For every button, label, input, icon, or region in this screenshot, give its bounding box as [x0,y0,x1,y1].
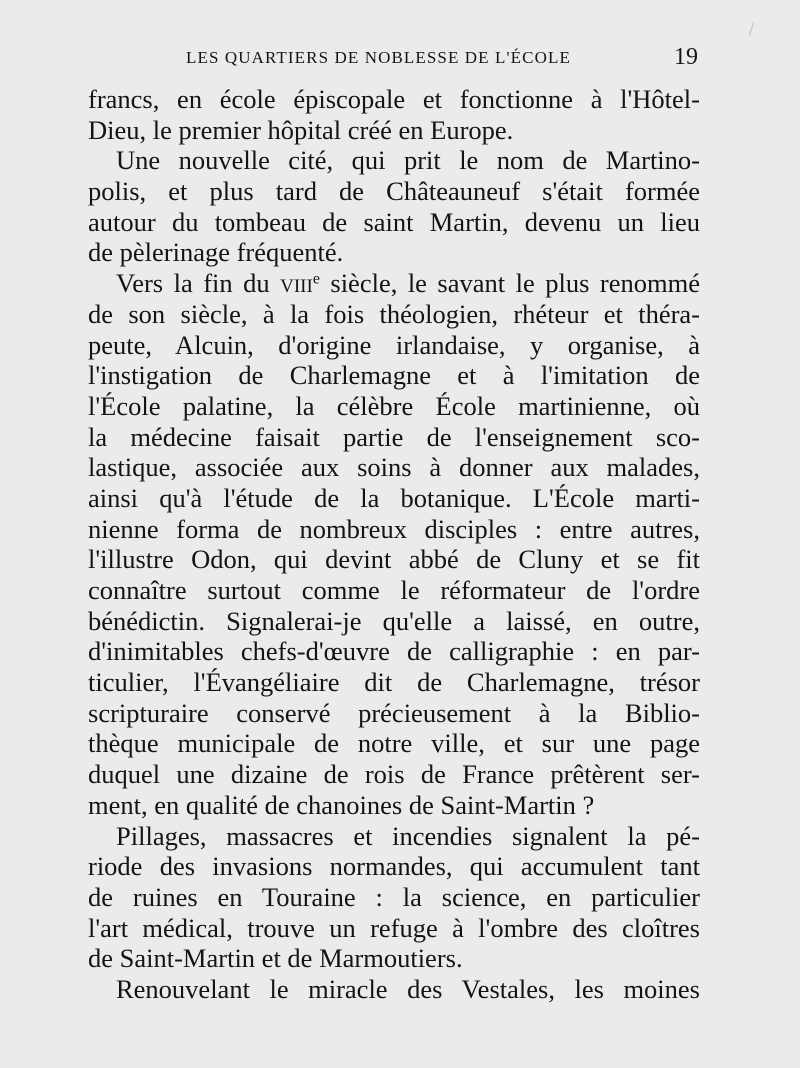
text-line [88,452,700,483]
text-line-content: de ruines en Touraine : la science, en particulier [88,881,700,912]
text-line-content: francs, en école épiscopale et fonctionne à l'Hôtel- [88,84,700,114]
text-line-content: autour du tombeau de saint Martin, devenu un lieu [88,206,700,237]
text-line [88,176,700,207]
text-line-content: Dieu, le premier hôpital créé en Europe. [88,114,514,145]
running-head [88,44,700,74]
text-line-content: connaître surtout comme le réformateur de l'ordre [88,575,700,605]
text-line-content: de son siècle, à la fois théologien, rhéteur et théra- [88,298,700,329]
text-line-content: Pillages, massacres et incendies signalent la pé- [116,820,700,851]
text-line-content: riode des invasions normandes, qui accumulent tant [88,851,700,882]
text-line-content: polis, et plus tard de Châteauneuf s'était formée [88,176,700,207]
text-line-content: ment, en qualité de chanoines de Saint-Martin ? [88,789,595,820]
text-line [88,330,700,361]
ordinal-superscript: e [312,270,320,288]
text-line [88,698,700,729]
text-line-content: de Saint-Martin et de Marmoutiers. [88,943,463,974]
text-line [88,790,700,821]
text-line-content: la médecine faisait partie de l'enseignement sco- [88,421,700,452]
text-line [88,422,700,453]
text-line [88,821,700,852]
text-line [88,360,700,391]
text-line [88,207,700,238]
text-line-content: nienne forma de nombreux disciples : entre autres, [88,513,700,544]
text-line [88,268,700,299]
text-line-content: l'École palatine, la célèbre École martinienne, où [88,390,700,421]
text-line-content: scripturaire conservé précieusement à la Biblio- [88,697,700,728]
text-line [88,145,700,176]
text-line [88,728,700,759]
page-edge-mark [749,22,754,36]
text-line-content: Renouvelant le miracle des Vestales, les moines [116,973,700,1004]
text-line [88,943,700,974]
text-line-content: l'art médical, trouve un refuge à l'ombre des cloîtres [88,912,700,943]
text-line-content: duquel une dizaine de rois de France prêtèrent ser- [88,759,700,790]
text-line-content: lastique, associée aux soins à donner aux malades, [88,452,700,483]
text-line [88,606,700,637]
text-line-content: de pèlerinage fréquenté. [88,237,344,268]
text-line-content: siècle, le savant le plus renommé [319,268,700,299]
page-number: 19 [674,44,698,70]
text-line [88,636,700,667]
text-line [88,851,700,882]
body-text [88,84,700,1005]
text-line-content: d'inimitables chefs-d'œuvre de calligraphie : en par- [88,636,700,667]
running-title: LES QUARTIERS DE NOBLESSE DE L'ÉCOLE [186,48,571,67]
text-line [88,759,700,790]
text-line [88,514,700,545]
text-line [88,299,700,330]
text-line-content: ticulier, l'Évangéliaire dit de Charlemagne, trésor [88,667,700,698]
text-line [88,391,700,422]
text-line-content: ainsi qu'à l'étude de la botanique. L'École marti- [88,482,700,513]
text-line [88,237,700,268]
text-line [88,974,700,1005]
text-line [88,882,700,913]
text-line-content: thèque municipale de notre ville, et sur une page [88,728,700,759]
text-line-content: l'instigation de Charlemagne et à l'imitation de [88,360,700,391]
roman-numeral-century: viii [280,268,313,299]
text-line-content: Une nouvelle cité, qui prit le nom de Martino- [116,145,700,176]
text-line [88,115,700,146]
text-line [88,544,700,575]
text-line-content: peute, Alcuin, d'origine irlandaise, y organise, à [88,329,700,360]
text-line [88,575,700,606]
text-line [88,483,700,514]
text-line [88,913,700,944]
text-line-content: l'illustre Odon, qui devint abbé de Cluny et se fit [88,544,700,575]
text-line [88,84,700,115]
text-line-content: Vers la fin du [116,268,281,299]
text-line-content: bénédictin. Signalerai-je qu'elle a laissé, en outre, [88,605,700,636]
text-line [88,667,700,698]
